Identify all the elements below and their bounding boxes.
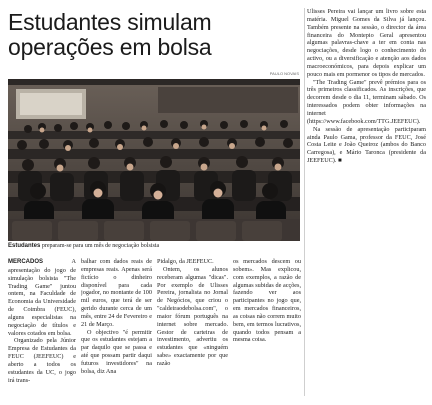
caption-lead: Estudantes [8,243,41,249]
headline-line-1: Estudantes simulam [8,9,212,35]
photo-caption [8,242,300,250]
paragraph: "The Trading Game" prevê prémios para os três primeiros classificados. As inscrições, que decorrem desde o dia 11, terminam sábado. Os interessados podem obter informações na internet (https://www.facebook.com/TTG.JEEFEUC). [307,78,426,125]
paragraph: Ulisses Pereira vai lançar um livro sobre esta matéria. Miguel Gomes da Silva já lançou. Também presente na sessão, o director da área financeira do Montepio Geral apresentou algumas palavras-chave a ter em conta nas negociações, desde logo o conhecimento do activo, ou a diversificação e atenção aos dados macroeconómicos, para depois explicar um pouco mais em pormenor os tipos de mercados. [307,8,426,78]
paragraph: Ontem, os alunos receberam algumas "dicas". Por exemplo de Ulisses Pereira, jornalista no Jornal de Negócios, que criou o "caldeiraodebolsa.com", o maior fórum português na internet sobre mercado. Gestor de carteiras de investimento, advertiu os estudantes que «ninguém sabe» exactamente por que razão [157,265,228,367]
paragraph: Pidalgo, da JEEFEUC. [157,258,214,265]
headline-line-2: operações em bolsa [8,34,212,60]
photo-credit: PAULO NOVAIS [269,71,299,76]
article-column-2 [81,258,152,398]
paragraph-text: A apresentação do jogo de simulação bolsista "The Trading Game" juntou ontem, na Faculdade de Economia da Universidade de Coimbra (FEUC), alguns especialistas na negociação de títulos e valores cotados em bolsa. [8,258,76,337]
article-column-4 [233,258,301,398]
paragraph [8,258,76,337]
paragraph: balhar com dados reais de empresas reais. Apenas será fictício o dinheiro disponível para cada jogador, no montante de 100 mil euros, que terá de ser gerido durante cerca de um mês, entre 24 de Fevereiro e 21 de Março. [81,258,152,328]
paragraph: O objectivo "é permitir que os estudantes estejam a par daquilo que se passa e até que possam partir daqui futuros investidores" na bolsa, diz Ana [81,328,152,375]
article-column-1 [8,258,76,398]
caption-text: preparam-se para um mês de negociação bolsista [40,243,160,249]
column-divider [304,8,305,396]
paragraph: Na sessão de apresentação participaram ainda Paulo Gama, professor da FEUC, José Costa Leite e João Queiroz (ambos do Banco Carregosa), e Mário Taronca (presidente da JEEFEUC). ■ [307,125,426,165]
article-column-3 [157,258,228,398]
headline [8,10,300,60]
paragraph: Organizado pela Júnior Empresa de Estudantes da FEUC (JEEFEUC) e aberto a todos os estudantes da UC, o jogo irá trans- [8,337,76,384]
article-photo [8,79,300,241]
paragraph: os mercados descem ou sobem». Mas explicou, com exemplos, a razão de algumas subidas de acções, fazendo ver aos participantes no jogo que, em mercados financeiros, as coisas não correm muito bem, em termos lucrativos, quando todos pensam a mesma coisa. [233,258,301,344]
article-column-5 [307,8,426,398]
lead-word: MERCADOS [8,259,44,265]
